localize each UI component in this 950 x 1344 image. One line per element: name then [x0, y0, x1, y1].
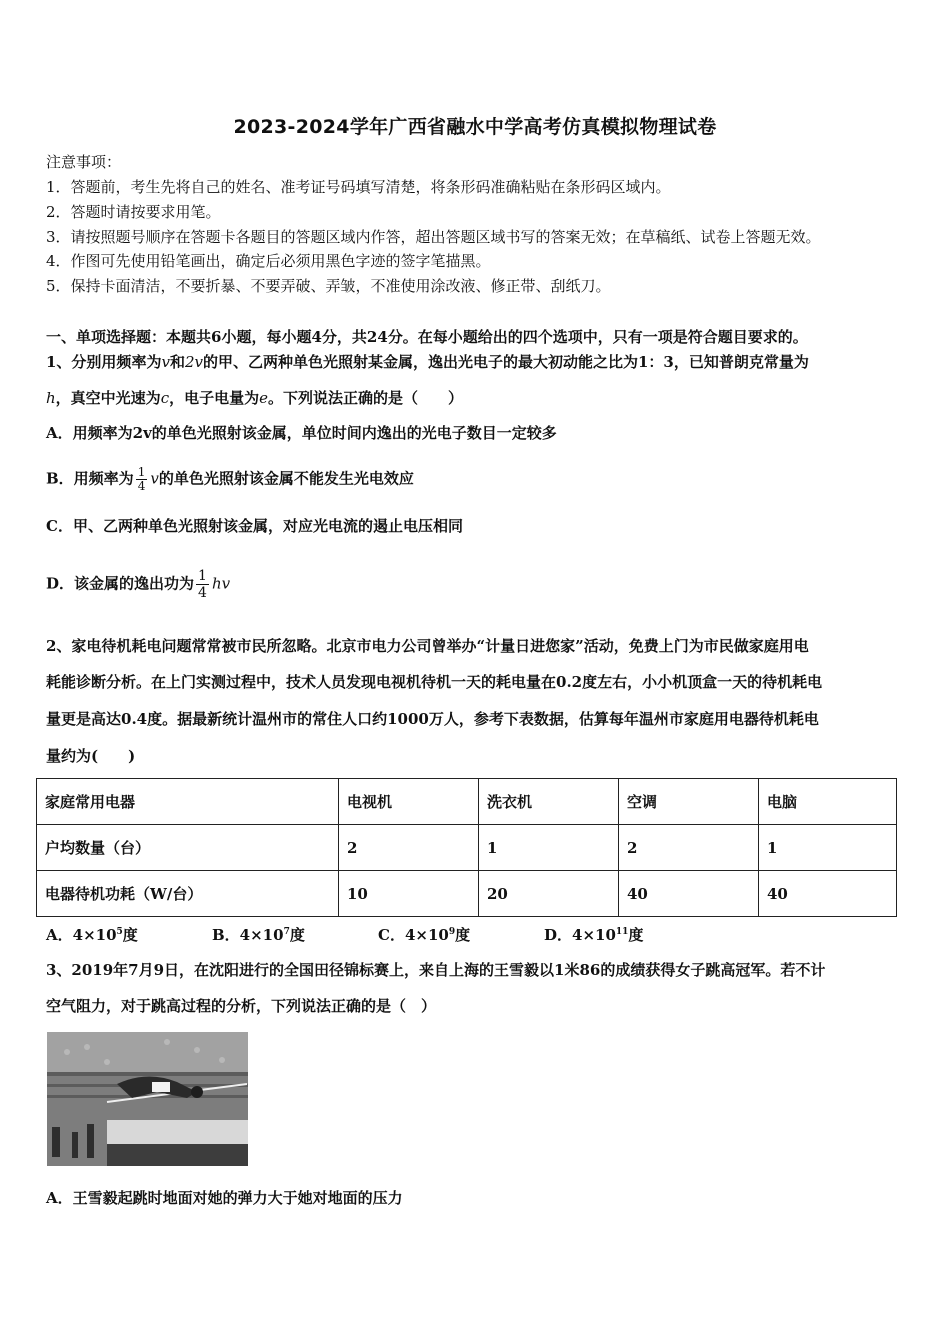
note-item-5: 5．保持卡面清洁，不要折暴、不要弄破、弄皱，不准使用涂改液、修正带、刮纸刀。: [46, 277, 611, 295]
q2-stem-line1: 2、家电待机耗电问题常常被市民所忽略。北京市电力公司曾举办“计量日进您家”活动，免费上门为市民做家庭用电: [46, 637, 809, 655]
note-item-2: 2．答题时请按要求用笔。: [46, 203, 221, 221]
high-jump-photo-illustration: [47, 1032, 248, 1166]
table-cell: 10: [339, 871, 479, 917]
q2-option-d: D．$4\times 10^{11}$度: [544, 926, 644, 944]
q1-stem-line2: h，真空中光速为c，电子电量为e。下列说法正确的是（ ）: [46, 389, 464, 407]
table-header-row: [37, 779, 897, 825]
notes-heading: 注意事项：: [46, 153, 122, 171]
table-cell: 洗衣机: [479, 779, 619, 825]
table-cell: 2: [339, 825, 479, 871]
table-cell: 户均数量（台）: [37, 825, 339, 871]
q2-option-b: B．$4\times 10^7$度: [212, 926, 305, 944]
table-cell: 家庭常用电器: [37, 779, 339, 825]
q2-option-a: A．$4\times 10^5$度: [46, 926, 138, 944]
q1-option-b: B．用频率为 $\frac{1}{4}$ v的单色光照射该金属不能发生光电效应: [46, 465, 414, 493]
page-title: 2023-2024学年广西省融水中学高考仿真模拟物理试卷: [233, 116, 717, 138]
table-cell: 电视机: [339, 779, 479, 825]
q3-option-a: A．王雪毅起跳时地面对她的弹力大于她对地面的压力: [46, 1189, 403, 1207]
section1-heading: 一、单项选择题：本题共6小题，每小题4分，共24分。在每小题给出的四个选项中，只有一项是符合题目要求的。: [46, 328, 808, 346]
table-cell: 40: [619, 871, 759, 917]
table-row: [37, 825, 897, 871]
table-cell: 空调: [619, 779, 759, 825]
table-cell: 电器待机功耗（W/台）: [37, 871, 339, 917]
q2-stem-line4: 量约为( ): [46, 747, 136, 765]
note-item-3: 3．请按照题号顺序在答题卡各题目的答题区域内作答，超出答题区域书写的答案无效；在草稿纸、试卷上答题无效。: [46, 228, 821, 246]
note-item-4: 4．作图可先使用铅笔画出，确定后必须用黑色字迹的签字笔描黑。: [46, 252, 491, 270]
fraction: $\frac{1}{4}$: [198, 568, 207, 601]
q1-option-a: A．用频率为2v的单色光照射该金属，单位时间内逸出的光电子数目一定较多: [46, 424, 557, 442]
table-cell: 2: [619, 825, 759, 871]
q3-stem-line1: 3、2019年7月9日，在沈阳进行的全国田径锦标赛上，来自上海的王雪毅以1米86的成绩获得女子跳高冠军。若不计: [46, 961, 826, 979]
q2-stem-line3: 量更是高达0.4度。据最新统计温州市的常住人口约1000万人，参考下表数据，估算每年温州市家庭用电器待机耗电: [46, 710, 819, 728]
table-cell: 20: [479, 871, 619, 917]
table-cell: 电脑: [759, 779, 897, 825]
q3-stem-line2: 空气阻力，对于跳高过程的分析，下列说法正确的是（ ）: [46, 997, 437, 1015]
q2-option-c: C．$4\times 10^9$度: [378, 926, 471, 944]
q1-option-c: C．甲、乙两种单色光照射该金属，对应光电流的遏止电压相同: [46, 517, 463, 535]
q1-option-d: D．该金属的逸出功为 $\frac{1}{4}$ hv: [46, 568, 231, 601]
q2-stem-line2: 耗能诊断分析。在上门实测过程中，技术人员发现电视机待机一天的耗电量在0.2度左右，小小机顶盒一天的待机耗电: [46, 673, 823, 691]
table-row: [37, 871, 897, 917]
table-cell: 1: [479, 825, 619, 871]
table-cell: 40: [759, 871, 897, 917]
high-jump-photo: [47, 1032, 248, 1166]
q2-options: [46, 924, 710, 945]
q1-stem-line1: 1、分别用频率为v和2v的甲、乙两种单色光照射某金属，逸出光电子的最大初动能之比为1：3，已知普朗克常量为: [46, 353, 809, 371]
note-item-1: 1．答题前，考生先将自己的姓名、准考证号码填写清楚，将条形码准确粘贴在条形码区域内。: [46, 178, 671, 196]
table-cell: 1: [759, 825, 897, 871]
fraction: $\frac{1}{4}$: [137, 465, 146, 493]
appliance-table: [36, 778, 897, 917]
